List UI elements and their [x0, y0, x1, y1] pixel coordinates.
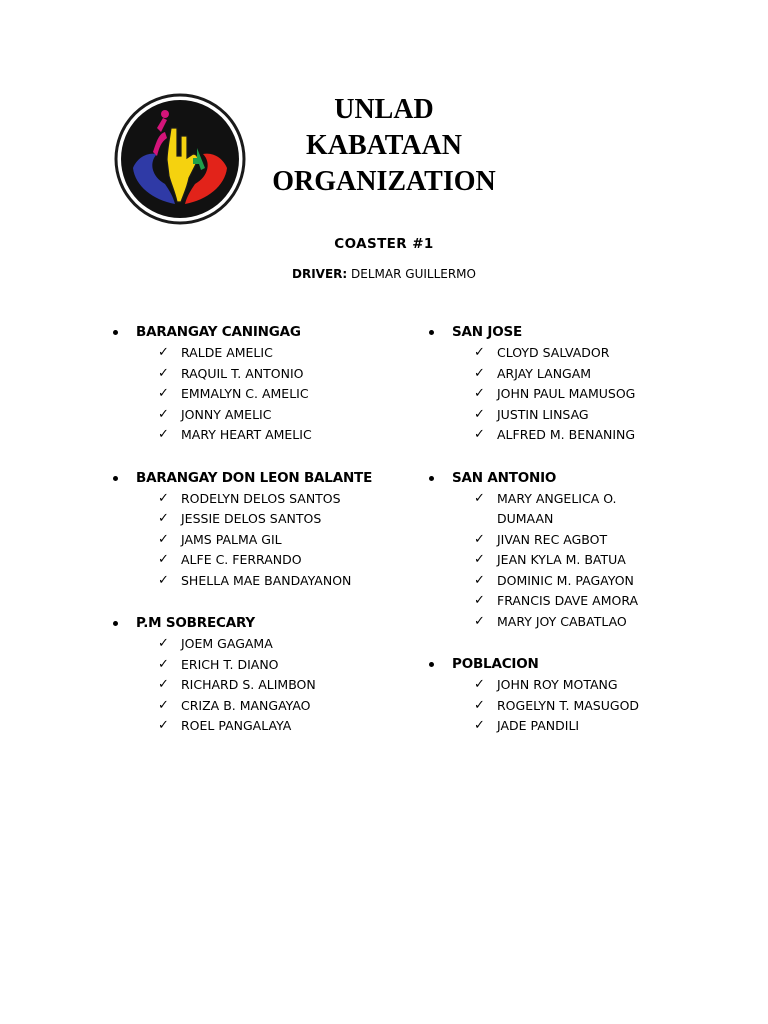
- checkmark-icon: ✓: [158, 490, 169, 506]
- list-item: [110, 716, 440, 737]
- list-item: [426, 696, 666, 717]
- checkmark-icon: ✓: [474, 386, 485, 401]
- checkmark-icon: ✓: [158, 386, 169, 401]
- organization-title: [234, 92, 534, 200]
- group-title-text: POBLACION: [452, 656, 539, 672]
- member-list: [110, 343, 440, 446]
- group-title-text: BARANGAY DON LEON BALANTE: [136, 469, 373, 486]
- member-name: ALFE C. FERRANDO: [181, 552, 302, 567]
- checkmark-icon: ✓: [474, 490, 485, 506]
- barangay-group: [110, 322, 440, 446]
- list-item: [426, 571, 666, 592]
- checkmark-icon: ✓: [474, 345, 485, 360]
- bullet-icon: [113, 621, 118, 626]
- member-name: JADE PANDILI: [497, 718, 580, 733]
- member-name: JAMS PALMA GIL: [181, 531, 282, 547]
- checkmark-icon: ✓: [158, 636, 169, 651]
- member-name: EMMALYN C. AMELIC: [181, 386, 309, 401]
- list-item: [426, 384, 666, 405]
- member-name: ROGELYN T. MASUGOD: [497, 697, 640, 713]
- member-name: CRIZA B. MANGAYAO: [181, 697, 311, 713]
- left-column: [110, 322, 440, 759]
- member-list: [426, 343, 666, 446]
- checkmark-icon: ✓: [474, 427, 485, 442]
- group-title-text: SAN ANTONIO: [452, 469, 557, 486]
- list-item: [110, 364, 440, 385]
- member-name: ALFRED M. BENANING: [497, 427, 636, 442]
- barangay-group: [426, 468, 666, 633]
- member-name: JOHN ROY MOTANG: [497, 677, 618, 692]
- title-line: UNLAD: [334, 94, 434, 125]
- list-item: [110, 530, 440, 551]
- bullet-icon: [429, 476, 434, 481]
- checkmark-icon: ✓: [474, 677, 485, 692]
- list-item: [426, 716, 666, 737]
- member-name: MARY HEART AMELIC: [181, 427, 312, 442]
- member-name: SHELLA MAE BANDAYANON: [181, 572, 352, 588]
- list-item: [110, 384, 440, 405]
- group-title: [426, 468, 666, 488]
- coaster-label: COASTER #1: [334, 236, 434, 252]
- member-name: FRANCIS DAVE AMORA: [497, 593, 639, 608]
- group-title: [110, 322, 440, 342]
- list-item: [426, 489, 666, 530]
- list-item: [426, 612, 666, 633]
- list-item: [110, 696, 440, 717]
- member-name: RICHARD S. ALIMBON: [181, 677, 316, 692]
- list-item: [426, 364, 666, 385]
- member-name: JUSTIN LINSAG: [497, 406, 589, 422]
- checkmark-icon: ✓: [474, 718, 485, 733]
- list-item: [110, 343, 440, 364]
- list-item: [426, 530, 666, 551]
- group-title-text: SAN JOSE: [452, 324, 523, 340]
- checkmark-icon: ✓: [474, 697, 485, 713]
- checkmark-icon: ✓: [158, 656, 169, 672]
- member-list: [426, 675, 666, 737]
- checkmark-icon: ✓: [474, 531, 485, 547]
- checkmark-icon: ✓: [474, 572, 485, 588]
- list-item: [110, 675, 440, 696]
- member-name: MARY ANGELICA O. DUMAAN: [497, 490, 617, 526]
- group-title: [110, 468, 440, 488]
- list-item: [110, 571, 440, 592]
- member-name: JEAN KYLA M. BATUA: [497, 552, 626, 567]
- group-title: [426, 654, 666, 674]
- barangay-group: [110, 613, 440, 737]
- checkmark-icon: ✓: [158, 365, 169, 381]
- checkmark-icon: ✓: [474, 406, 485, 422]
- member-name: RAQUIL T. ANTONIO: [181, 365, 304, 381]
- list-item: [426, 405, 666, 426]
- list-item: [426, 591, 666, 612]
- member-name: ERICH T. DIANO: [181, 656, 279, 672]
- checkmark-icon: ✓: [158, 406, 169, 422]
- title-line: KABATAAN: [305, 130, 463, 161]
- checkmark-icon: ✓: [158, 531, 169, 547]
- group-title-text: P.M SOBRECARY: [136, 615, 255, 631]
- member-name: JONNY AMELIC: [181, 406, 272, 422]
- checkmark-icon: ✓: [474, 552, 485, 567]
- bullet-icon: [113, 476, 118, 481]
- checkmark-icon: ✓: [158, 427, 169, 442]
- group-title-text: BARANGAY CANINGAG: [136, 324, 301, 340]
- member-name: RALDE AMELIC: [181, 345, 273, 360]
- list-item: [110, 405, 440, 426]
- bullet-icon: [113, 330, 118, 335]
- checkmark-icon: ✓: [158, 718, 169, 733]
- checkmark-icon: ✓: [158, 677, 169, 692]
- member-list: [110, 489, 440, 592]
- list-item: [426, 343, 666, 364]
- member-name: JESSIE DELOS SANTOS: [181, 511, 322, 526]
- member-name: MARY JOY CABATLAO: [497, 613, 627, 629]
- list-item: [110, 489, 440, 510]
- checkmark-icon: ✓: [158, 511, 169, 526]
- member-name: JOHN PAUL MAMUSOG: [497, 386, 636, 401]
- group-title: [426, 322, 666, 342]
- member-list: [110, 634, 440, 737]
- right-column: [426, 322, 666, 759]
- member-name: CLOYD SALVADOR: [497, 345, 610, 360]
- title-line: ORGANIZATION: [272, 166, 496, 197]
- member-name: RODELYN DELOS SANTOS: [181, 490, 341, 506]
- member-name: ROEL PANGALAYA: [181, 718, 292, 733]
- list-item: [426, 550, 666, 571]
- checkmark-icon: ✓: [158, 345, 169, 360]
- bullet-icon: [429, 330, 434, 335]
- member-name: JOEM GAGAMA: [181, 636, 273, 651]
- checkmark-icon: ✓: [474, 613, 485, 629]
- checkmark-icon: ✓: [158, 697, 169, 713]
- checkmark-icon: ✓: [474, 365, 485, 381]
- list-item: [426, 425, 666, 446]
- member-name: ARJAY LANGAM: [497, 365, 592, 381]
- member-name: DOMINIC M. PAGAYON: [497, 572, 634, 588]
- checkmark-icon: ✓: [158, 552, 169, 567]
- member-name: JIVAN REC AGBOT: [497, 531, 608, 547]
- list-item: [426, 675, 666, 696]
- checkmark-icon: ✓: [158, 572, 169, 588]
- barangay-group: [426, 322, 666, 446]
- barangay-group: [110, 468, 440, 592]
- driver-line: [0, 267, 768, 281]
- list-item: [110, 425, 440, 446]
- list-item: [110, 655, 440, 676]
- list-item: [110, 550, 440, 571]
- group-title: [110, 613, 440, 633]
- list-item: [110, 634, 440, 655]
- list-item: [110, 509, 440, 530]
- member-list: [426, 489, 666, 633]
- driver-label: DRIVER:: [292, 267, 348, 281]
- checkmark-icon: ✓: [474, 593, 485, 608]
- driver-name: DELMAR GUILLERMO: [351, 267, 476, 281]
- organization-logo-icon: [113, 92, 247, 226]
- barangay-group: [426, 654, 666, 737]
- bullet-icon: [429, 662, 434, 667]
